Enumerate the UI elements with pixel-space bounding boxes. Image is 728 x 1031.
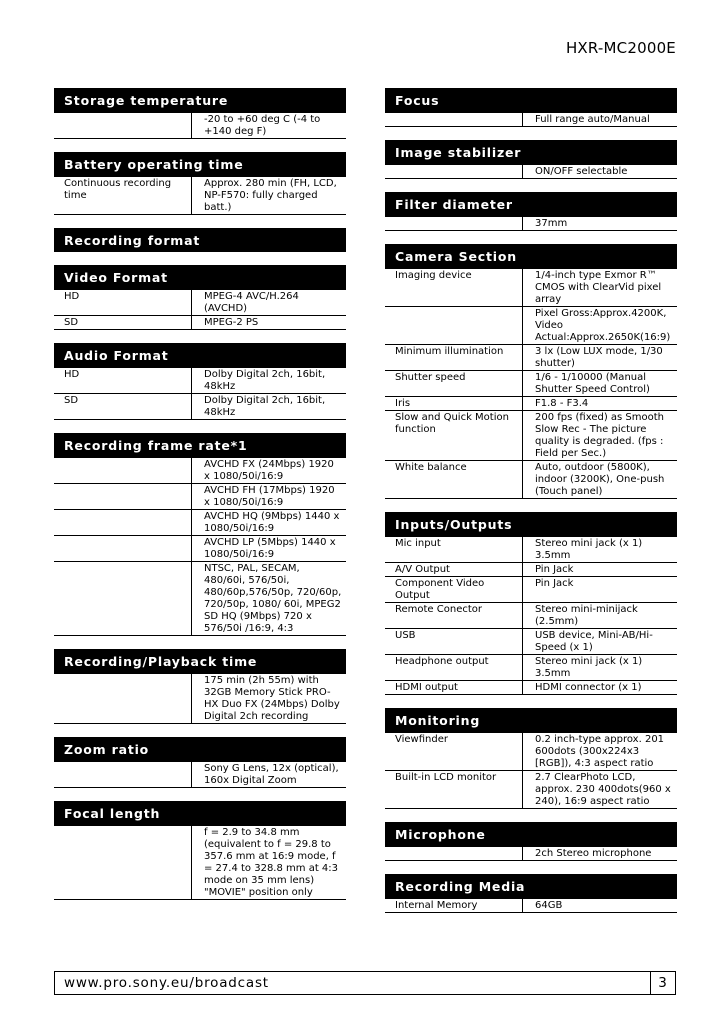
spec-value: Pin Jack: [523, 577, 678, 603]
spec-label: Mic input: [385, 537, 523, 563]
section-title: Monitoring: [385, 708, 677, 732]
spec-row: [385, 371, 677, 397]
spec-row: [385, 681, 677, 695]
spec-value: 64GB: [523, 899, 678, 913]
spec-row: [385, 577, 677, 603]
spec-table: [385, 898, 677, 913]
spec-value: 3 lx (Low LUX mode, 1/30 shutter): [523, 345, 678, 371]
spec-label: HDMI output: [385, 681, 523, 695]
section-title: Recording format: [54, 228, 346, 252]
spec-row: [54, 762, 346, 788]
spec-label: Slow and Quick Motion function: [385, 411, 523, 461]
spec-value: 0.2 inch-type approx. 201 600dots (300x224x3 [RGB]), 4:3 aspect ratio: [523, 733, 678, 771]
spec-row: [54, 562, 346, 636]
spec-value: Pin Jack: [523, 563, 678, 577]
spec-value: Stereo mini jack (x 1) 3.5mm: [523, 655, 678, 681]
spec-value: 175 min (2h 55m) with 32GB Memory Stick PRO-HX Duo FX (24Mbps) Dolby Digital 2ch recording: [192, 674, 347, 724]
spec-value: USB device, Mini-AB/Hi-Speed (x 1): [523, 629, 678, 655]
spec-row: [385, 411, 677, 461]
section-title: Video Format: [54, 265, 346, 289]
spec-label: USB: [385, 629, 523, 655]
spec-value: ON/OFF selectable: [523, 165, 678, 179]
spec-label: Component Video Output: [385, 577, 523, 603]
spec-table: [54, 112, 346, 139]
spec-section-camera-section: [385, 244, 677, 499]
spec-label: [54, 510, 192, 536]
spec-row: [54, 536, 346, 562]
spec-label: Internal Memory: [385, 899, 523, 913]
spec-section-microphone: [385, 822, 677, 861]
spec-table: [54, 673, 346, 724]
section-title: Storage temperature: [54, 88, 346, 112]
section-title: Focal length: [54, 801, 346, 825]
spec-table: [385, 216, 677, 231]
spec-table: [54, 367, 346, 420]
spec-value: Approx. 280 min (FH, LCD, NP-F570: fully charged batt.): [192, 177, 347, 215]
spec-value: f = 2.9 to 34.8 mm (equivalent to f = 29.8 to 357.6 mm at 16:9 mode, f = 27.4 to 328.8 mm at 4:3 mode on 35 mm lens) "MOVIE" position only: [192, 826, 347, 900]
spec-value: Stereo mini-minijack (2.5mm): [523, 603, 678, 629]
spec-label: Headphone output: [385, 655, 523, 681]
spec-label: [385, 307, 523, 345]
section-title: Zoom ratio: [54, 737, 346, 761]
spec-row: [385, 397, 677, 411]
spec-row: [385, 733, 677, 771]
spec-value: Sony G Lens, 12x (optical), 160x Digital Zoom: [192, 762, 347, 788]
right-spec-column: [385, 88, 677, 926]
spec-value: F1.8 - F3.4: [523, 397, 678, 411]
spec-row: [385, 307, 677, 345]
spec-label: [54, 113, 192, 139]
spec-row: [54, 674, 346, 724]
spec-section-recording-frame-rate-1: [54, 433, 346, 636]
spec-row: [385, 113, 677, 127]
model-name: HXR-MC2000E: [565, 39, 676, 57]
spec-table: [54, 176, 346, 215]
section-title: Audio Format: [54, 343, 346, 367]
spec-row: [54, 394, 346, 420]
section-title: Battery operating time: [54, 152, 346, 176]
spec-value: Full range auto/Manual: [523, 113, 678, 127]
spec-table: [385, 112, 677, 127]
spec-table: [54, 289, 346, 330]
spec-label: [54, 458, 192, 484]
spec-value: AVCHD FX (24Mbps) 1920 x 1080/50i/16:9: [192, 458, 347, 484]
spec-label: HD: [54, 290, 192, 316]
spec-value: NTSC, PAL, SECAM, 480/60i, 576/50i, 480/60p,576/50p, 720/60p, 720/50p, 1080/ 60i, MPEG2 SD HQ (9Mbps) 720 x 576/50i /16:9, 4:3: [192, 562, 347, 636]
spec-label: [54, 674, 192, 724]
left-spec-column: [54, 88, 346, 913]
spec-value: AVCHD FH (17Mbps) 1920 x 1080/50i/16:9: [192, 484, 347, 510]
spec-row: [385, 847, 677, 861]
spec-value: Auto, outdoor (5800K), indoor (3200K), One-push (Touch panel): [523, 461, 678, 499]
spec-row: [385, 165, 677, 179]
spec-value: AVCHD LP (5Mbps) 1440 x 1080/50i/16:9: [192, 536, 347, 562]
spec-label: Minimum illumination: [385, 345, 523, 371]
spec-label: [385, 217, 523, 231]
spec-row: [54, 826, 346, 900]
spec-value: 37mm: [523, 217, 678, 231]
spec-row: [385, 563, 677, 577]
spec-label: [54, 826, 192, 900]
spec-value: MPEG-4 AVC/H.264 (AVCHD): [192, 290, 347, 316]
spec-table: [385, 164, 677, 179]
spec-section-recording-media: [385, 874, 677, 913]
spec-row: [54, 177, 346, 215]
spec-label: HD: [54, 368, 192, 394]
spec-row: [385, 899, 677, 913]
spec-label: Built-in LCD monitor: [385, 771, 523, 809]
spec-label: Shutter speed: [385, 371, 523, 397]
spec-section-monitoring: [385, 708, 677, 809]
spec-row: [385, 269, 677, 307]
spec-label: Continuous recording time: [54, 177, 192, 215]
spec-section-audio-format: [54, 343, 346, 420]
spec-table: [385, 536, 677, 695]
spec-value: 1/6 - 1/10000 (Manual Shutter Speed Control): [523, 371, 678, 397]
spec-table: [54, 457, 346, 636]
spec-table: [385, 732, 677, 809]
spec-row: [385, 537, 677, 563]
section-title: Recording/Playback time: [54, 649, 346, 673]
footer-url: www.pro.sony.eu/broadcast: [64, 975, 269, 991]
section-title: Recording Media: [385, 874, 677, 898]
spec-row: [54, 484, 346, 510]
section-title: Filter diameter: [385, 192, 677, 216]
spec-label: White balance: [385, 461, 523, 499]
spec-label: Viewfinder: [385, 733, 523, 771]
spec-value: MPEG-2 PS: [192, 316, 347, 330]
spec-value: Dolby Digital 2ch, 16bit, 48kHz: [192, 394, 347, 420]
spec-section-storage-temperature: [54, 88, 346, 139]
spec-section-inputs-outputs: [385, 512, 677, 695]
spec-row: [54, 316, 346, 330]
spec-value: -20 to +60 deg C (-4 to +140 deg F): [192, 113, 347, 139]
section-title: Focus: [385, 88, 677, 112]
spec-row: [385, 345, 677, 371]
spec-table: [385, 268, 677, 499]
spec-value: Pixel Gross:Approx.4200K, Video Actual:Approx.2650K(16:9): [523, 307, 678, 345]
spec-section-recording-playback-time: [54, 649, 346, 724]
spec-label: Imaging device: [385, 269, 523, 307]
section-title: Camera Section: [385, 244, 677, 268]
spec-value: HDMI connector (x 1): [523, 681, 678, 695]
spec-section-focus: [385, 88, 677, 127]
spec-value: 1/4-inch type Exmor R™ CMOS with ClearVid pixel array: [523, 269, 678, 307]
page-number: 3: [650, 972, 675, 994]
spec-row: [54, 458, 346, 484]
spec-row: [54, 510, 346, 536]
spec-row: [385, 629, 677, 655]
spec-label: A/V Output: [385, 563, 523, 577]
spec-row: [385, 217, 677, 231]
spec-label: [54, 536, 192, 562]
spec-label: Remote Conector: [385, 603, 523, 629]
spec-section-image-stabilizer: [385, 140, 677, 179]
spec-row: [385, 771, 677, 809]
spec-row: [54, 368, 346, 394]
spec-label: SD: [54, 316, 192, 330]
spec-label: [385, 847, 523, 861]
spec-section-filter-diameter: [385, 192, 677, 231]
spec-label: [54, 562, 192, 636]
spec-label: [385, 113, 523, 127]
spec-section-recording-format: [54, 228, 346, 252]
spec-row: [54, 113, 346, 139]
spec-label: [54, 762, 192, 788]
spec-value: AVCHD HQ (9Mbps) 1440 x 1080/50i/16:9: [192, 510, 347, 536]
section-title: Microphone: [385, 822, 677, 846]
spec-row: [54, 290, 346, 316]
spec-section-video-format: [54, 265, 346, 330]
spec-label: [385, 165, 523, 179]
page-footer: [54, 971, 676, 995]
spec-row: [385, 603, 677, 629]
spec-section-battery-operating-time: [54, 152, 346, 215]
spec-table: [385, 846, 677, 861]
section-title: Image stabilizer: [385, 140, 677, 164]
spec-label: SD: [54, 394, 192, 420]
spec-value: 2ch Stereo microphone: [523, 847, 678, 861]
spec-label: Iris: [385, 397, 523, 411]
spec-label: [54, 484, 192, 510]
spec-table: [54, 761, 346, 788]
spec-table: [54, 825, 346, 900]
spec-row: [385, 655, 677, 681]
section-title: Inputs/Outputs: [385, 512, 677, 536]
spec-value: Dolby Digital 2ch, 16bit, 48kHz: [192, 368, 347, 394]
spec-value: 2.7 ClearPhoto LCD, approx. 230 400dots(960 x 240), 16:9 aspect ratio: [523, 771, 678, 809]
spec-value: Stereo mini jack (x 1) 3.5mm: [523, 537, 678, 563]
spec-value: 200 fps (fixed) as Smooth Slow Rec - The picture quality is degraded. (fps : Field per Sec.): [523, 411, 678, 461]
spec-row: [385, 461, 677, 499]
spec-section-focal-length: [54, 801, 346, 900]
spec-section-zoom-ratio: [54, 737, 346, 788]
section-title: Recording frame rate*1: [54, 433, 346, 457]
